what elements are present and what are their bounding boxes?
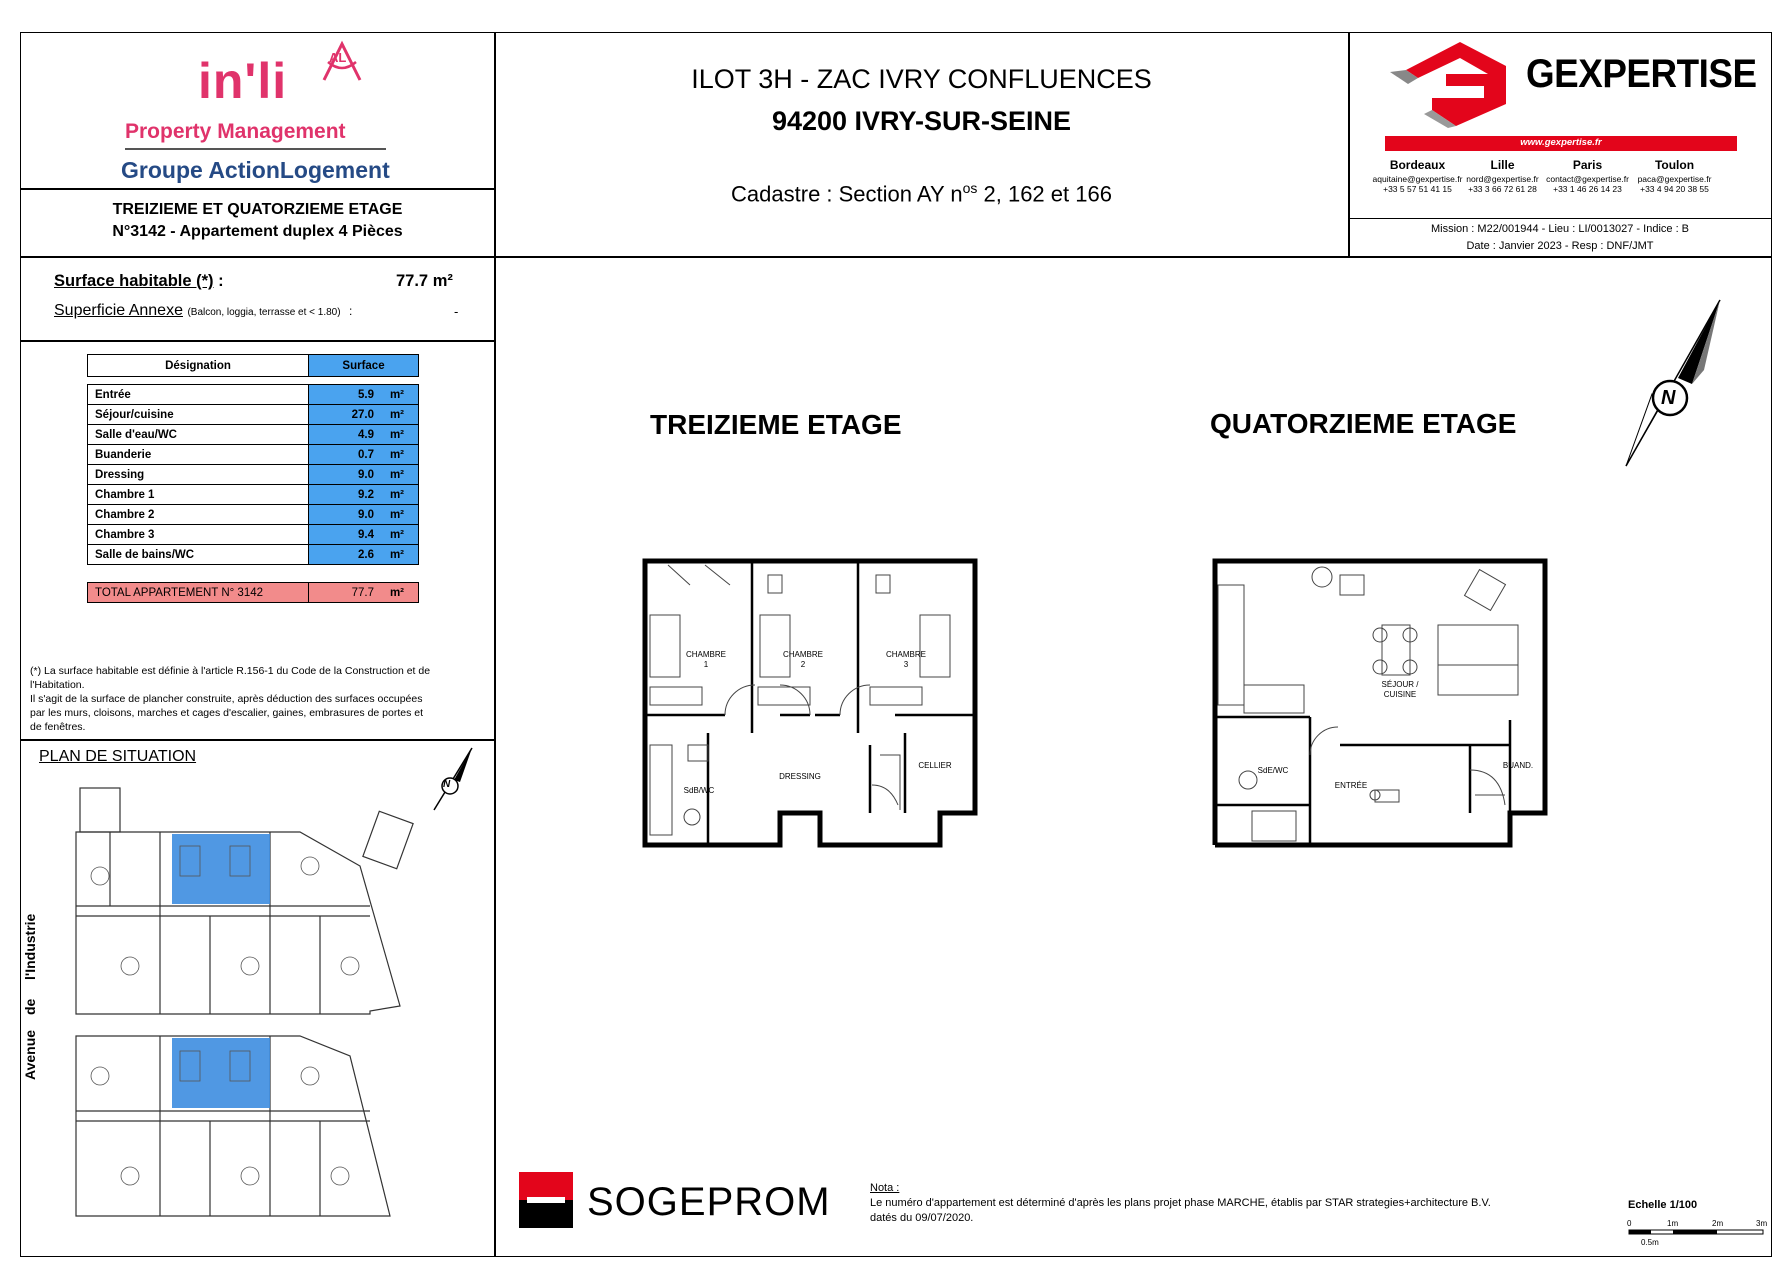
row-value: 9.0 bbox=[358, 508, 374, 521]
inli-badge-text: AL bbox=[329, 50, 347, 65]
table-row bbox=[88, 505, 419, 525]
room-label: SÉJOUR / bbox=[1381, 680, 1419, 689]
divider-header bbox=[20, 256, 1772, 258]
surface-annexe-colon: : bbox=[349, 304, 353, 318]
date-line: Date : Janvier 2023 - Resp : DNF/JMT bbox=[1466, 240, 1654, 252]
office-city: Paris bbox=[1572, 158, 1603, 172]
office-city: Toulon bbox=[1654, 158, 1695, 172]
room-label: DRESSING bbox=[779, 772, 821, 781]
surface-habitable-label: Surface habitable (*) bbox=[54, 272, 214, 290]
footnote-line: Il s'agit de la surface de plancher construite, après déduction des surfaces occupées bbox=[30, 693, 423, 705]
room-label: CHAMBRE bbox=[885, 650, 926, 659]
row-name: Chambre 1 bbox=[88, 485, 309, 505]
footnote bbox=[30, 664, 430, 734]
row-unit: m² bbox=[389, 448, 404, 461]
surface-table-body bbox=[87, 384, 419, 565]
gexpertise-url: www.gexpertise.fr bbox=[1520, 137, 1602, 148]
row-unit: m² bbox=[389, 388, 404, 401]
scale-tick: 1m bbox=[1667, 1219, 1679, 1228]
row-value: 0.7 bbox=[358, 448, 374, 461]
floor-title-line1: TREIZIEME ET QUATORZIEME ETAGE bbox=[112, 201, 403, 218]
row-name: Buanderie bbox=[88, 445, 309, 465]
situation-compass-icon bbox=[428, 744, 478, 814]
row-name: Entrée bbox=[88, 385, 309, 405]
scale-title: Echelle 1/100 bbox=[1628, 1199, 1698, 1211]
row-unit: m² bbox=[389, 488, 404, 501]
divider-surface bbox=[20, 340, 495, 342]
row-value: 5.9 bbox=[358, 388, 374, 401]
room-label: CHAMBRE bbox=[685, 650, 726, 659]
gexpertise-emblem-icon bbox=[1388, 40, 1523, 128]
row-name: Salle d'eau/WC bbox=[88, 425, 309, 445]
office-email: aquitaine@gexpertise.fr bbox=[1372, 174, 1463, 184]
row-unit: m² bbox=[389, 408, 404, 421]
table-header-row bbox=[88, 355, 419, 377]
office-email: nord@gexpertise.fr bbox=[1466, 174, 1539, 184]
plan-title-13: TREIZIEME ETAGE bbox=[650, 409, 902, 440]
scale-half: 0.5m bbox=[1641, 1238, 1659, 1247]
scale-tick: 0 bbox=[1627, 1219, 1632, 1228]
row-name: Chambre 2 bbox=[88, 505, 309, 525]
table-row bbox=[88, 525, 419, 545]
room-label: 2 bbox=[800, 660, 806, 669]
table-total-row bbox=[88, 583, 419, 603]
note-line: datés du 09/07/2020. bbox=[870, 1212, 974, 1224]
divider-mission bbox=[1348, 218, 1772, 219]
plan-title-14: QUATORZIEME ETAGE bbox=[1210, 408, 1517, 439]
project-title: ILOT 3H - ZAC IVRY CONFLUENCES bbox=[691, 64, 1152, 94]
room-label: SdE/WC bbox=[1257, 766, 1289, 775]
office-email: contact@gexpertise.fr bbox=[1546, 174, 1629, 184]
footnote-line: de fenêtres. bbox=[30, 721, 86, 733]
table-row bbox=[88, 445, 419, 465]
scale-tick: 2m bbox=[1712, 1219, 1724, 1228]
note-line: Le numéro d'appartement est déterminé d'après les plans projet phase MARCHE, établis par STAR strategies+architecture B.V. bbox=[870, 1197, 1491, 1209]
inli-sub1: Property Management bbox=[125, 120, 346, 143]
gexpertise-name: GEXPERTISE bbox=[1526, 52, 1757, 96]
situation-title: PLAN DE SITUATION bbox=[39, 748, 197, 765]
sogeprom-name: SOGEPROM bbox=[587, 1180, 831, 1224]
row-value: 27.0 bbox=[351, 408, 374, 421]
table-row bbox=[88, 385, 419, 405]
row-name: Dressing bbox=[88, 465, 309, 485]
surface-annexe-value: - bbox=[454, 304, 459, 319]
footnote-line: l'Habitation. bbox=[30, 679, 85, 691]
office-email: paca@gexpertise.fr bbox=[1637, 174, 1712, 184]
room-label: CUISINE bbox=[1383, 690, 1417, 699]
surface-habitable-colon: : bbox=[213, 272, 224, 290]
gexpertise-offices bbox=[1370, 156, 1750, 196]
sogeprom-logo-icon bbox=[519, 1172, 573, 1228]
cadastre-sup: os bbox=[962, 180, 978, 196]
table-row bbox=[88, 405, 419, 425]
row-name: Salle de bains/WC bbox=[88, 545, 309, 565]
room-label: BUAND. bbox=[1502, 761, 1534, 770]
cadastre bbox=[495, 180, 1348, 207]
footnote-line: (*) La surface habitable est définie à l'article R.156-1 du Code de la Construction et de bbox=[30, 665, 431, 677]
table-head-designation: Désignation bbox=[88, 355, 309, 377]
inli-sub2: Groupe ActionLogement bbox=[121, 157, 390, 183]
row-value: 9.4 bbox=[358, 528, 374, 541]
room-label: SdB/WC bbox=[683, 786, 715, 795]
surface-habitable-value: 77.7 m² bbox=[396, 272, 453, 290]
divider-situation bbox=[20, 739, 495, 741]
row-unit: m² bbox=[389, 468, 404, 481]
table-row bbox=[88, 545, 419, 565]
street-word-3: l'Industrie bbox=[22, 913, 38, 980]
table-row bbox=[88, 425, 419, 445]
floor-title-line2: N°3142 - Appartement duplex 4 Pièces bbox=[112, 223, 403, 240]
surface-table bbox=[87, 354, 419, 385]
office-phone: +33 1 46 26 14 23 bbox=[1553, 184, 1622, 194]
north-label: N bbox=[1661, 387, 1676, 409]
room-label: 1 bbox=[703, 660, 709, 669]
footnote-line: par les murs, cloisons, marches et cages d'escalier, gaines, embrasures de portes et bbox=[30, 707, 424, 719]
inli-brand: in'li bbox=[198, 53, 288, 109]
room-label: 3 bbox=[903, 660, 909, 669]
table-row bbox=[88, 465, 419, 485]
street-word-2: de bbox=[22, 998, 38, 1015]
row-value: 9.2 bbox=[358, 488, 374, 501]
surface-total bbox=[87, 582, 419, 603]
situation-plan-drawing bbox=[70, 786, 420, 1226]
divider-logo bbox=[20, 188, 495, 190]
room-label: CHAMBRE bbox=[782, 650, 823, 659]
row-unit: m² bbox=[389, 428, 404, 441]
mission-line: Mission : M22/001944 - Lieu : LI/0013027 - Indice : B bbox=[1430, 223, 1690, 235]
table-row bbox=[88, 485, 419, 505]
scale-tick: 3m bbox=[1756, 1219, 1768, 1228]
office-city: Lille bbox=[1490, 158, 1515, 172]
surface-annexe-label: Superficie Annexe bbox=[54, 302, 183, 319]
row-unit: m² bbox=[389, 548, 404, 561]
office-phone: +33 4 94 20 38 55 bbox=[1640, 184, 1709, 194]
row-unit: m² bbox=[389, 508, 404, 521]
inli-rule bbox=[125, 148, 386, 150]
row-value: 4.9 bbox=[358, 428, 374, 441]
note-title: Nota : bbox=[870, 1182, 900, 1194]
situation-north: N bbox=[443, 779, 451, 790]
north-arrow-icon bbox=[1618, 296, 1728, 472]
cadastre-suffix: 2, 162 et 166 bbox=[977, 181, 1112, 207]
total-unit: m² bbox=[389, 586, 404, 599]
street-word-1: Avenue bbox=[22, 1029, 38, 1080]
office-city: Bordeaux bbox=[1389, 158, 1446, 172]
room-label: CELLIER bbox=[918, 761, 952, 770]
office-phone: +33 3 66 72 61 28 bbox=[1468, 184, 1537, 194]
row-name: Séjour/cuisine bbox=[88, 405, 309, 425]
room-label: ENTRÉE bbox=[1334, 781, 1368, 790]
cadastre-prefix: Cadastre : Section AY n bbox=[731, 181, 963, 207]
surface-habitable bbox=[54, 272, 224, 291]
project-city: 94200 IVRY-SUR-SEINE bbox=[771, 106, 1072, 136]
row-unit: m² bbox=[389, 528, 404, 541]
surface-annexe-note: (Balcon, loggia, terrasse et < 1.80) bbox=[187, 307, 341, 318]
total-value: 77.7 bbox=[351, 586, 374, 599]
table-head-surface: Surface bbox=[309, 355, 419, 377]
total-label: TOTAL APPARTEMENT N° 3142 bbox=[88, 583, 309, 603]
floor-plan-14 bbox=[1210, 555, 1550, 851]
surface-annexe bbox=[54, 302, 352, 320]
row-name: Chambre 3 bbox=[88, 525, 309, 545]
office-phone: +33 5 57 51 41 15 bbox=[1383, 184, 1452, 194]
row-value: 9.0 bbox=[358, 468, 374, 481]
row-value: 2.6 bbox=[358, 548, 374, 561]
floor-plan-13 bbox=[640, 555, 980, 851]
